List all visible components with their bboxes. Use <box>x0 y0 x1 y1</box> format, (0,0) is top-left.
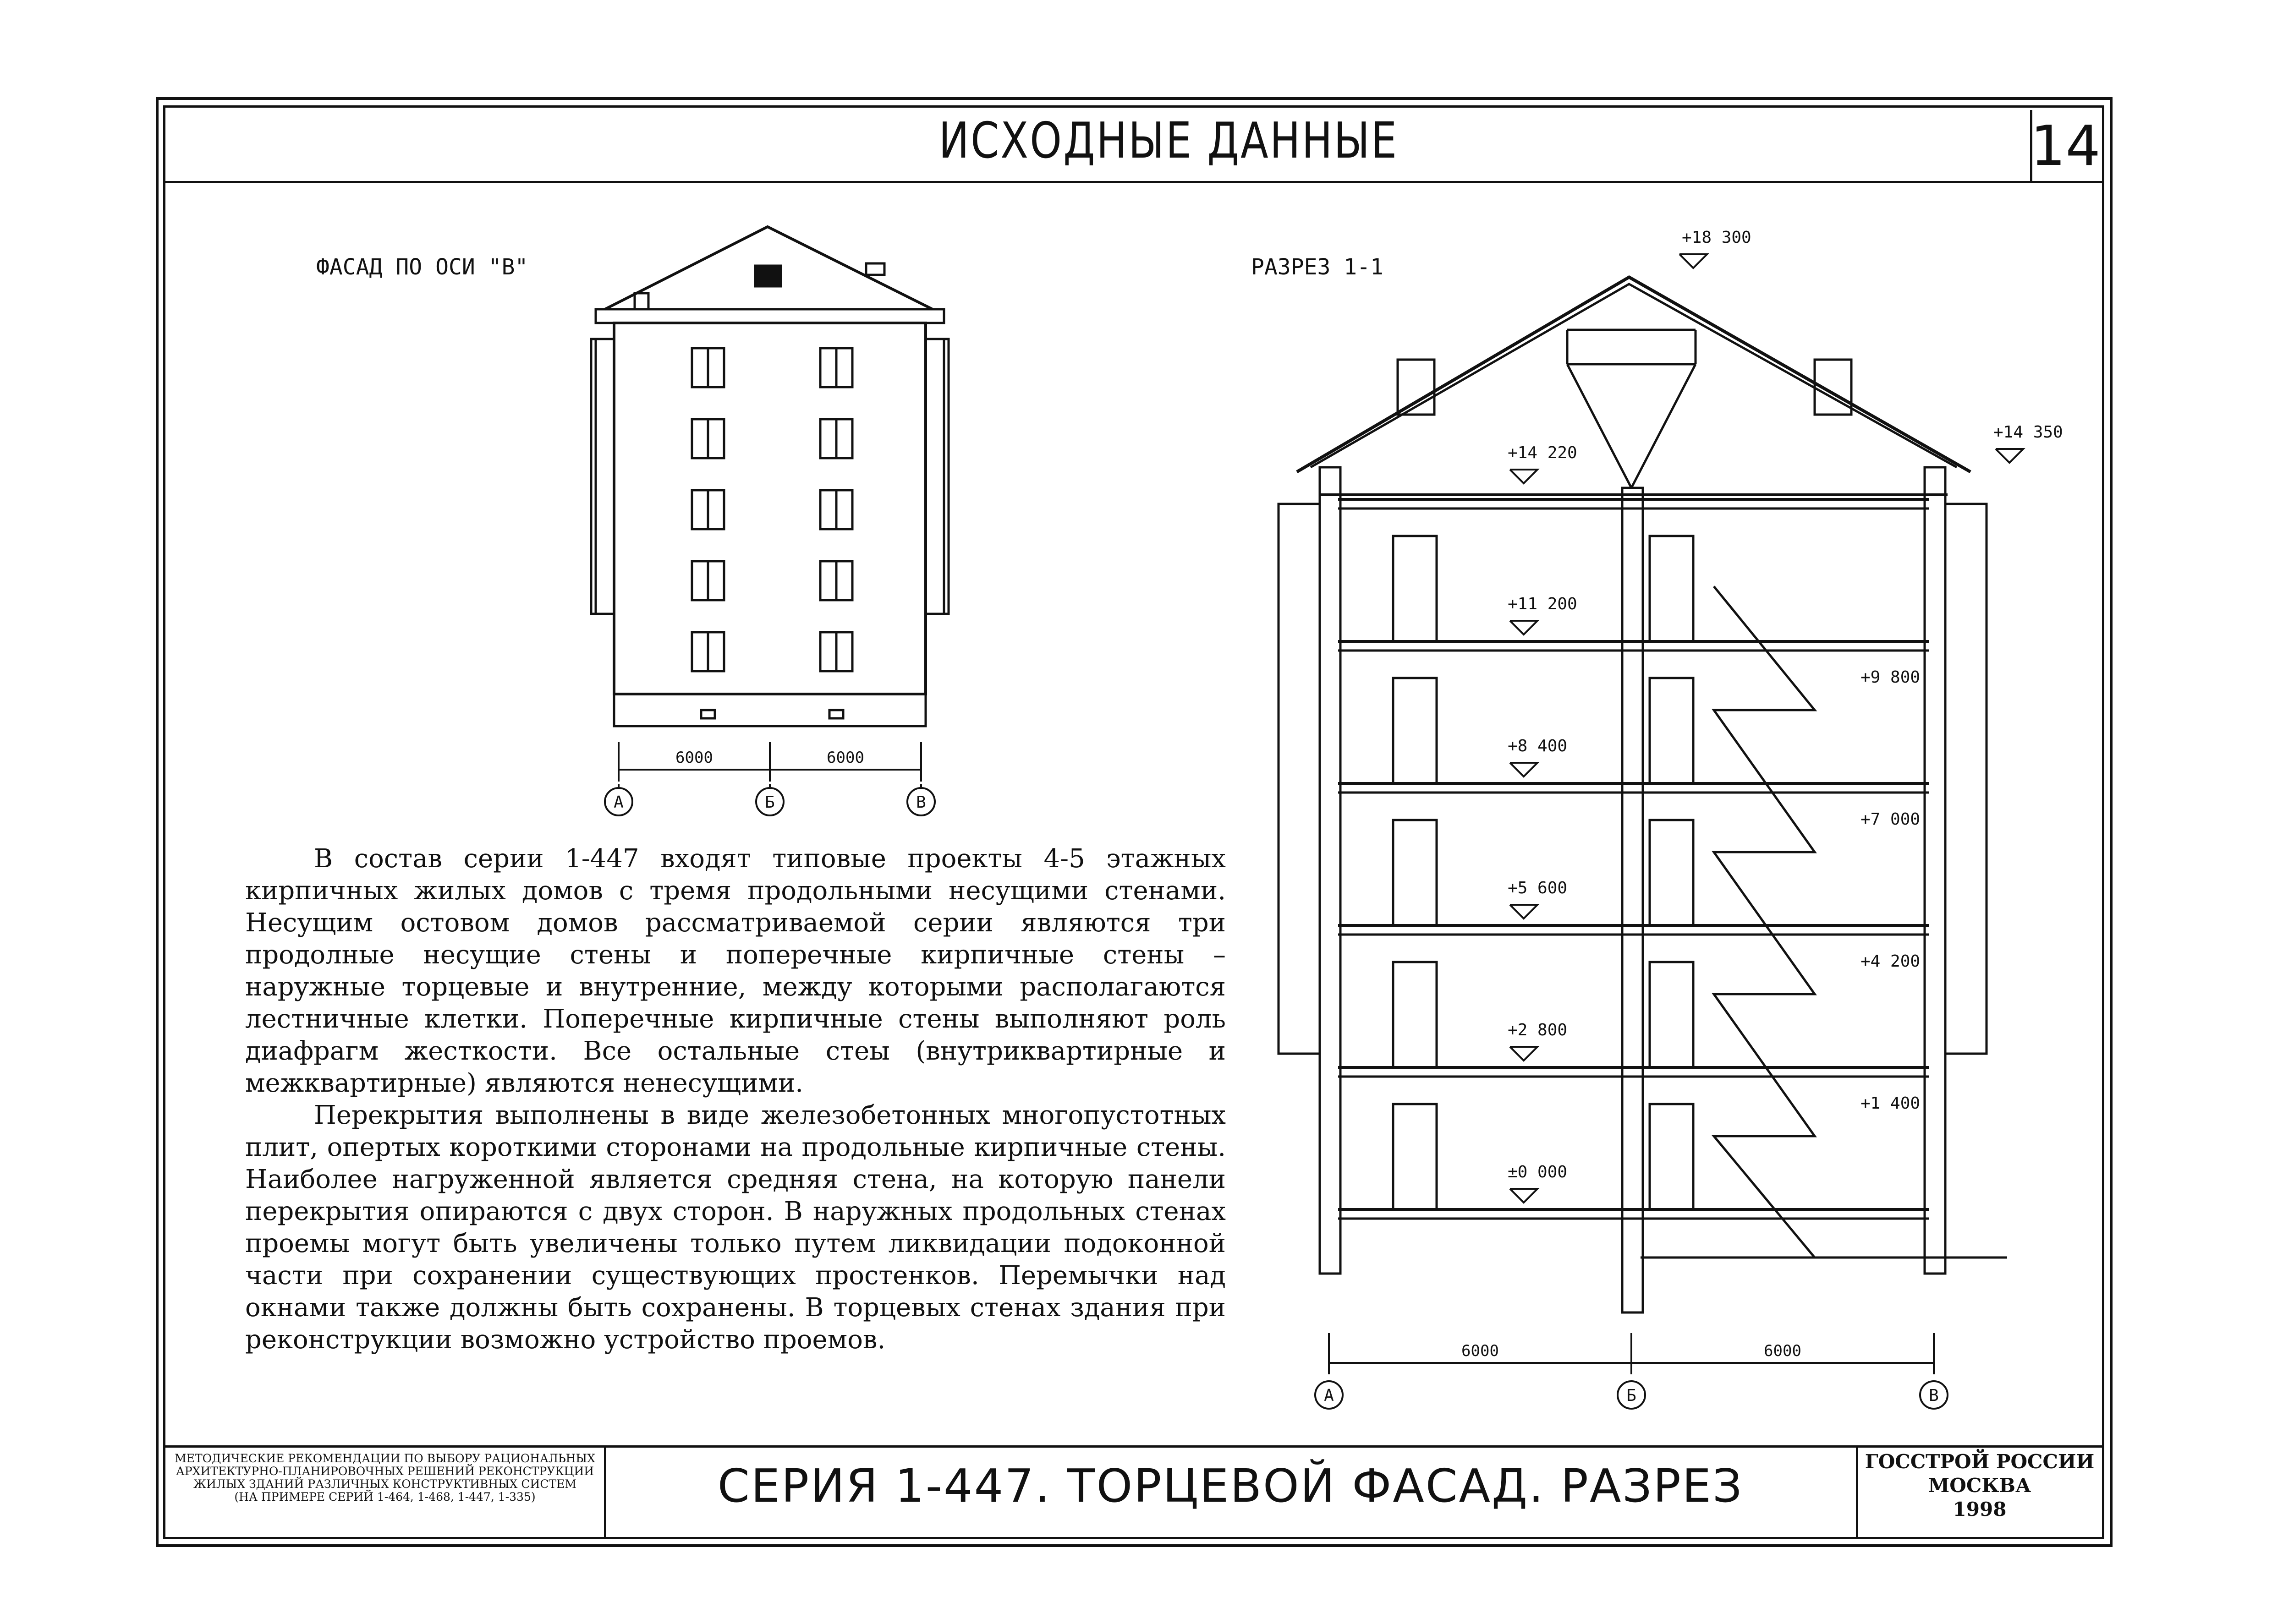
title-separator <box>165 181 2102 183</box>
publication-line-4: (НА ПРИМЕРЕ СЕРИЙ 1-464, 1-468, 1-447, 1-335) <box>234 1490 536 1504</box>
facade-drawing <box>573 220 985 834</box>
facade-axis-b: Б <box>765 793 775 812</box>
section-axis-a: А <box>1324 1386 1334 1405</box>
section-drawing <box>1265 220 2063 1420</box>
sheet-title: ИСХОДНЫЕ ДАННЫЕ <box>938 112 1399 170</box>
level-2800: +2 800 <box>1508 1021 1568 1039</box>
facade-axis-a: А <box>614 793 624 812</box>
stair-level-7000: +7 000 <box>1860 810 1921 829</box>
section-axis-b: Б <box>1626 1386 1636 1405</box>
title-block-publication <box>170 1452 600 1504</box>
level-14220: +14 220 <box>1508 443 1577 462</box>
facade-label: ФАСАД ПО ОСИ "В" <box>316 254 528 280</box>
organization-city: МОСКВА <box>1928 1474 2031 1497</box>
section-axis-v: В <box>1929 1386 1939 1405</box>
title-block-divider-right <box>1856 1445 1858 1537</box>
title-block-drawing-name: СЕРИЯ 1-447. ТОРЦЕВОЙ ФАСАД. РАЗРЕЗ <box>717 1459 1744 1513</box>
level-11200: +11 200 <box>1508 595 1577 613</box>
organization-name: ГОССТРОЙ РОССИИ <box>1865 1450 2095 1473</box>
level-8400: +8 400 <box>1508 737 1568 755</box>
title-block-divider-left <box>604 1445 606 1537</box>
description-paragraph-2: Перекрытия выполнены в виде железобетонных многопустотных плит, опертых короткими сторонами на продольные кирпичные стены. Наиболее нагруженной является средняя стена, на которую панели перекрытия опираются с двух сторон. В наружных продольных стенах проемы могут быть увеличены только путем ликвидации подоконной части при сохранении существующих простенков. Перемычки над окнами также должны быть сохранены. В торцевых стенах здания при реконструкции возможно устройство проемов. <box>245 1100 1226 1355</box>
facade-dim-2: 6000 <box>827 749 864 767</box>
title-block-organization <box>1860 1450 2099 1521</box>
level-0000: ±0 000 <box>1508 1163 1568 1181</box>
section-label: РАЗРЕЗ 1-1 <box>1251 254 1383 280</box>
facade-axis-v: В <box>916 793 926 812</box>
level-5600: +5 600 <box>1508 879 1568 897</box>
description-paragraph-1: В состав серии 1-447 входят типовые проекты 4-5 этажных кирпичных жилых домов с тремя продольными несущими стенами. Несущим остовом домов рассматриваемой серии являются три продолные несущие стены и поперечные кирпичные стены – наружные торцевые и внутренние, между которыми располагаются лестничные клетки. Поперечные кирпичные стены выполняют роль диафрагм жесткости. Все остальные стеы (внутриквартирные и межквартирные) являются ненесущими. <box>245 844 1226 1098</box>
facade-dim-1: 6000 <box>675 749 713 767</box>
publication-line-3: ЖИЛЫХ ЗДАНИЙ РАЗЛИЧНЫХ КОНСТРУКТИВНЫХ СИСТЕМ <box>193 1477 576 1491</box>
sheet-number: 14 <box>2031 115 2101 178</box>
section-dim-1: 6000 <box>1461 1342 1499 1360</box>
stair-level-9800: +9 800 <box>1860 668 1921 687</box>
title-block-separator <box>165 1445 2102 1448</box>
stair-level-4200: +4 200 <box>1860 952 1921 971</box>
stair-level-1400: +1 400 <box>1860 1094 1921 1113</box>
level-14350: +14 350 <box>1993 423 2063 442</box>
publication-line-2: АРХИТЕКТУРНО-ПЛАНИРОВОЧНЫХ РЕШЕНИЙ РЕКОНСТРУКЦИИ <box>176 1465 594 1478</box>
description-text <box>245 843 1226 1356</box>
organization-year: 1998 <box>1953 1498 2007 1520</box>
publication-line-1: МЕТОДИЧЕСКИЕ РЕКОМЕНДАЦИИ ПО ВЫБОРУ РАЦИОНАЛЬНЫХ <box>175 1452 595 1465</box>
section-dim-2: 6000 <box>1764 1342 1801 1360</box>
level-18300: +18 300 <box>1682 228 1751 247</box>
